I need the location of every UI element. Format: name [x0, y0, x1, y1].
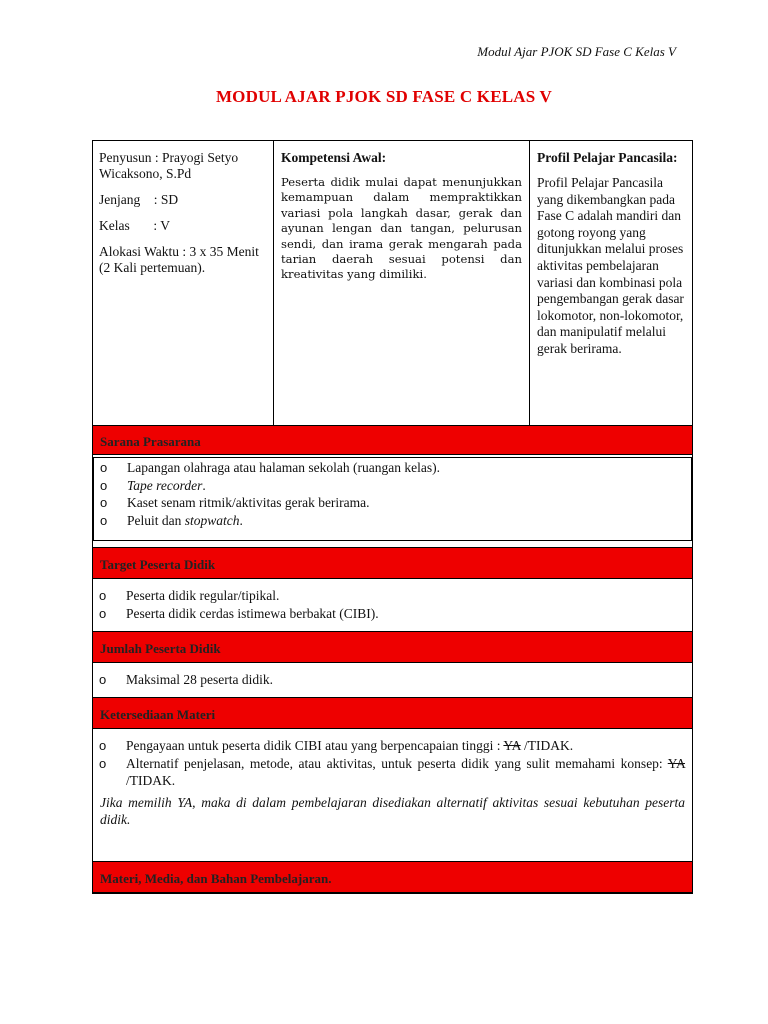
level-line: Jenjang : SD [99, 192, 179, 207]
list-item: o Maksimal 28 peserta didik. [99, 672, 273, 687]
material-availability-heading: Ketersediaan Materi [93, 697, 692, 729]
student-count-section [93, 671, 692, 689]
bullet-o: o [99, 588, 107, 603]
list-item: o Pengayaan untuk peserta didik CIBI atau yang berpencapaian tinggi : YA /TIDAK. [99, 738, 574, 753]
selection-note: Jika memilih YA, maka di dalam pembelajaran disediakan alternatif aktivitas sesuai kebutuhan peserta didik. [100, 795, 685, 828]
initial-competence-heading: Kompetensi Awal: [281, 150, 387, 165]
bullet-o: o [100, 495, 108, 511]
document-title: MODUL AJAR PJOK SD FASE C KELAS V [215, 87, 553, 106]
facilities-section [93, 455, 692, 547]
list-item: o Peserta didik regular/tipikal. [99, 588, 280, 603]
pancasila-profile-text: Profil Pelajar Pancasila yang dikembangkan pada Fase C adalah mandiri dan gotong royong yang ditunjukkan melalui proses aktivitas pembelajaran variasi dan kombinasi pola pengembangan gerak dasar lokomotor, non-lokomotor, dan manipulatif melalui gerak berirama. [537, 175, 684, 356]
initial-competence-text: Peserta didik mulai dapat menunjukkan kemampuan dalam mempraktikkan variasi pola langkah dasar, gerak dan ayunan lengan dan tangan, pelurusan sendi, dan irama gerak mengarah pada tarian daerah sesuai potensi dan kreativitas yang dimiliki. [281, 175, 522, 282]
target-students-heading: Target Peserta Didik [93, 547, 692, 579]
facilities-inner-box [93, 457, 692, 541]
student-count-heading: Jumlah Peserta Didik [93, 631, 692, 663]
ya-option-struck: YA [503, 738, 521, 753]
list-item: o Alternatif penjelasan, metode, atau aktivitas, untuk peserta didik yang sulit memahami konsep: YA /TIDAK. [99, 755, 685, 789]
list-item: o Kaset senam ritmik/aktivitas gerak berirama. [100, 495, 370, 511]
materials-media-heading: Materi, Media, dan Bahan Pembelajaran. [93, 861, 692, 893]
facilities-heading: Sarana Prasarana [93, 425, 692, 455]
bullet-o: o [100, 460, 108, 475]
class-line: Kelas : V [99, 218, 170, 233]
target-students-section [93, 587, 692, 622]
bullet-o: o [99, 672, 107, 687]
bullet-o: o [99, 755, 107, 771]
pancasila-profile-column [530, 141, 692, 426]
initial-competence-column [274, 141, 530, 426]
list-item: o Lapangan olahraga atau halaman sekolah (ruangan kelas). [100, 460, 440, 475]
bullet-o: o [100, 477, 108, 493]
pancasila-profile-heading: Profil Pelajar Pancasila: [537, 150, 678, 165]
list-item: o Tape recorder. [100, 477, 206, 493]
bullet-o: o [100, 513, 108, 529]
running-header: Modul Ajar PJOK SD Fase C Kelas V [477, 44, 676, 59]
ya-option-struck: YA [667, 755, 685, 771]
list-item: o Peserta didik cerdas istimewa berbakat (CIBI). [99, 605, 379, 621]
time-allocation-line: Alokasi Waktu : 3 x 35 Menit (2 Kali pertemuan). [99, 244, 259, 275]
bullet-o: o [99, 605, 107, 621]
author-line: Penyusun : Prayogi Setyo Wicaksono, S.Pd [99, 150, 239, 181]
bullet-o: o [99, 738, 107, 753]
module-table [92, 140, 693, 894]
material-availability-section [93, 737, 692, 828]
identity-column [93, 141, 274, 426]
list-item: o Peluit dan stopwatch. [100, 513, 243, 529]
